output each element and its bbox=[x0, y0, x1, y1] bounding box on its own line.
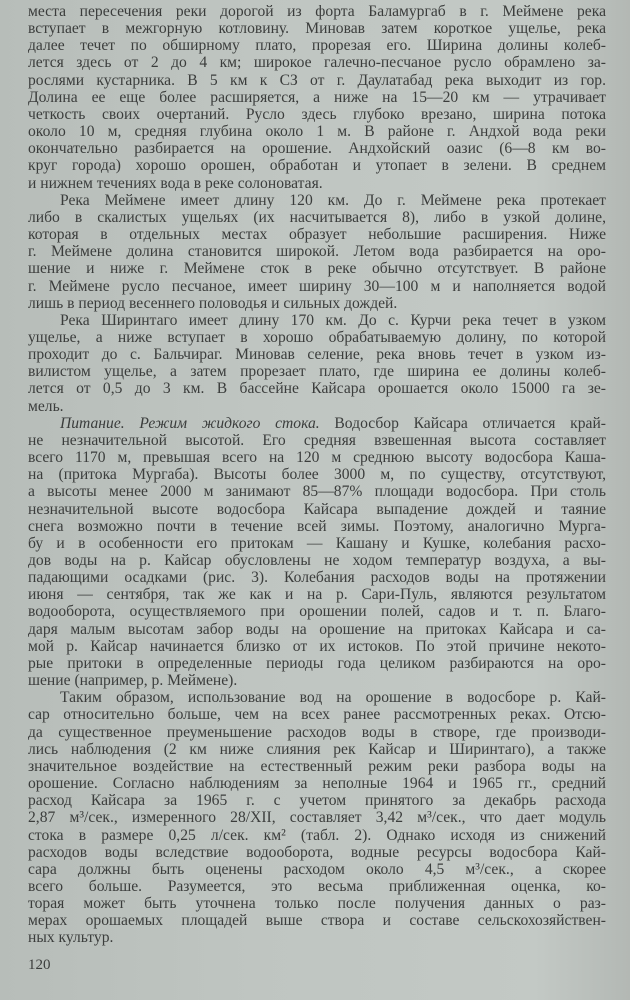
text-line: всего больше. Разумеется, это весьма приближенная оценка, ко- bbox=[28, 877, 606, 895]
text-line: круг города) хорошо орошен, обработан и утопает в зелени. В среднем bbox=[28, 157, 606, 175]
text-line: далее течет по обширному плато, прорезая его. Ширина долины колеб- bbox=[28, 37, 606, 55]
text-line: на (притока Мургаба). Высоты более 3000 м, по существу, отсутствуют, bbox=[28, 466, 606, 484]
text-line: четкость своих очертаний. Русло здесь глубоко врезано, ширина потока bbox=[28, 105, 606, 123]
text-line: рослями кустарника. В 5 км к СЗ от г. Даулатабад река выходит из гор. bbox=[28, 71, 606, 89]
text-line: либо в скалистых ущельях (их насчитывается 8), либо в узкой долине, bbox=[28, 208, 606, 226]
text-line: мерах орошаемых площадей выше створа и составе сельскохозяйствен- bbox=[28, 912, 606, 930]
text-line: проходит до с. Бальчираг. Миновав селение, река вновь течет в узком из- bbox=[28, 346, 606, 364]
text-line: лется здесь от 2 до 4 км; широкое галечно-песчаное русло обрамлено за- bbox=[28, 54, 606, 72]
text-line: 2,87 м³/сек., измеренного 28/XII, составляет 3,42 м³/сек., что дает модуль bbox=[28, 809, 606, 827]
text-line: шение (например, р. Меймене). bbox=[28, 672, 238, 690]
text-line: Река Ширинтаго имеет длину 170 км. До с. Курчи река течет в узком bbox=[60, 311, 606, 329]
text-line: рые притоки в определенные периоды года целиком разбираются на оро- bbox=[28, 654, 606, 672]
text-line: около 10 м, средняя глубина около 1 м. В районе г. Андхой вода реки bbox=[28, 123, 606, 141]
text-line: всего 1170 м, превышая всего на 120 м среднюю высоту водосбора Каша- bbox=[28, 449, 606, 467]
text-line: падающими осадками (рис. 3). Колебания расходов воды на протяжении bbox=[28, 569, 606, 587]
text-line: снега возможно почти в течение всей зимы. Поэтому, аналогично Мурга- bbox=[28, 517, 606, 535]
text-line: ных культур. bbox=[28, 929, 114, 947]
text-line: расходов воды вследствие водооборота, водные ресурсы водосбора Кай- bbox=[28, 843, 606, 861]
text-line: г. Меймене русло песчаное, имеет ширину 30—100 м и наполняется водой bbox=[28, 277, 606, 295]
text-line: июня — сентября, так же как и на р. Сари-Пуль, являются результатом bbox=[28, 586, 606, 604]
text-line: Река Меймене имеет длину 120 км. До г. Меймене река протекает bbox=[60, 191, 606, 209]
text-line: вступает в межгорную котловину. Миновав затем короткое ущелье, река bbox=[28, 20, 606, 38]
text-line: лись наблюдения (2 км ниже слияния рек Кайсар и Ширинтаго), а также bbox=[28, 740, 606, 758]
text-line: сара должны быть оценены расходом около 4,5 м³/сек., а скорее bbox=[28, 860, 606, 878]
text-line: стока в размере 0,25 л/сек. км² (табл. 2). Однако исходя из снижений bbox=[28, 826, 606, 844]
text-line: шение и ниже г. Меймене сток в реке обычно отсутствует. В районе bbox=[28, 260, 606, 278]
text-line: орошение. Согласно наблюдениям за неполные 1964 и 1965 гг., средний bbox=[28, 775, 606, 793]
text-line: торая может быть уточнена только после получения данных о раз- bbox=[28, 895, 606, 913]
text-line: да существенное преуменьшение расходов воды в створе, где производи- bbox=[28, 723, 606, 741]
text-line: не незначительной высотой. Его средняя взвешенная высота составляет bbox=[28, 431, 606, 449]
section-heading: Питание. Режим жидкого стока. bbox=[60, 414, 320, 432]
paragraph bbox=[28, 689, 606, 946]
text-line: г. Меймене долина становится широкой. Летом вода разбирается на оро- bbox=[28, 243, 606, 261]
text-line: лишь в период весеннего половодья и сильных дождей. bbox=[28, 294, 398, 312]
text-line: Долина ее еще более расширяется, а ниже на 15—20 км — утрачивает bbox=[28, 88, 606, 106]
text-line: мель. bbox=[28, 397, 64, 415]
text-line: даря малым высотам забор воды на орошение на притоках Кайсара и са- bbox=[28, 620, 606, 638]
text-line: окончательно разбирается на орошение. Андхойский оазис (6—8 км во- bbox=[28, 140, 606, 158]
text-line: мой р. Кайсар начинается близко от их истоков. По этой причине некото- bbox=[28, 637, 606, 655]
text-line: водооборота, осуществляемого при орошении полей, садов и т. п. Благо- bbox=[28, 603, 606, 621]
text-line: лется от 0,5 до 3 км. В бассейне Кайсара орошается около 15000 га зе- bbox=[28, 380, 606, 398]
text-line: которая в отдельных местах образует небольшие расширения. Ниже bbox=[28, 226, 606, 244]
text-line: расход Кайсара за 1965 г. с учетом принятого за декабрь расхода bbox=[28, 792, 606, 810]
text-line: вилистом ущелье, а затем прорезает плато, где ширина ее долины колеб- bbox=[28, 363, 606, 381]
paragraph bbox=[28, 3, 606, 192]
text-line: и нижнем течениях вода в реке солоноватая. bbox=[28, 174, 323, 192]
text-line bbox=[28, 415, 606, 432]
paragraph bbox=[28, 312, 606, 415]
text-line: незначительной высоте водосбора Кайсара выпадение дождей и таяние bbox=[28, 500, 606, 518]
text-line: дов воды на р. Кайсар обусловлены не ходом температур воздуха, а вы- bbox=[28, 552, 606, 569]
paragraph bbox=[28, 192, 606, 312]
text-line: ущелье, а ниже вступает в хорошо обрабатываемую долину, по которой bbox=[28, 328, 606, 346]
paragraph bbox=[28, 415, 606, 690]
text-line: Таким образом, использование вод на орошение в водосборе р. Кай- bbox=[60, 689, 606, 707]
text-line: бу и в особенности его притокам — Кашану и Кушке, колебания расхо- bbox=[28, 534, 606, 552]
page-number: 120 bbox=[28, 957, 51, 973]
text-line: а высоты менее 2000 м занимают 85—87% площади водосбора. При столь bbox=[28, 483, 606, 501]
text-line: места пересечения реки дорогой из форта Баламургаб в г. Меймене река bbox=[28, 3, 606, 20]
text-line: сар относительно больше, чем на всех ранее рассмотренных реках. Отсю- bbox=[28, 706, 606, 724]
text-run: Водосбор Кайсара отличается край- bbox=[319, 414, 606, 432]
page-body bbox=[28, 3, 606, 947]
text-line: значительное воздействие на естественный режим реки разбора воды на bbox=[28, 757, 606, 775]
